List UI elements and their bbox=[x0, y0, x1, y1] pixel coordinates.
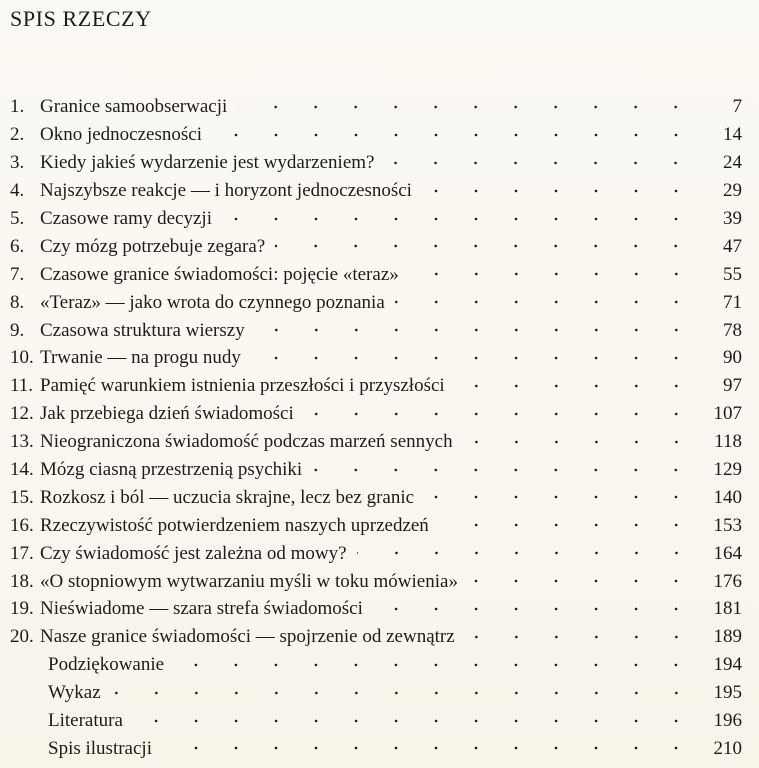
chapter-title: Jak przebiega dzień świadomości bbox=[40, 403, 294, 425]
chapter-title: Mózg ciasną przestrzenią psychiki bbox=[40, 459, 303, 481]
chapter-number: 17. bbox=[10, 542, 34, 564]
chapter-number: 19. bbox=[10, 598, 34, 620]
chapter-title: Nieświadome — szara strefa świadomości bbox=[40, 598, 363, 620]
page-number: 47 bbox=[723, 235, 742, 257]
page-number: 97 bbox=[723, 375, 742, 397]
toc-entry bbox=[10, 316, 742, 344]
chapter-number: 13. bbox=[10, 431, 34, 453]
chapter-title: Nasze granice świadomości — spojrzenie od zewnątrz bbox=[40, 626, 455, 648]
chapter-number: 7. bbox=[10, 263, 25, 285]
toc-entry bbox=[10, 651, 742, 679]
dot-leader bbox=[384, 156, 696, 170]
chapter-title: Literatura bbox=[48, 710, 123, 732]
chapter-number: 11. bbox=[10, 375, 34, 397]
chapter-title: Trwanie — na progu nudy bbox=[40, 347, 241, 369]
chapter-number: 18. bbox=[10, 570, 34, 592]
table-of-contents bbox=[10, 93, 742, 762]
chapter-title: Czasowe granice świadomości: pojęcie «teraz» bbox=[40, 263, 399, 285]
page-number: 181 bbox=[713, 598, 742, 620]
dot-leader bbox=[237, 100, 696, 114]
toc-entry bbox=[10, 121, 742, 149]
toc-entry bbox=[10, 372, 742, 400]
chapter-title: «Teraz» — jako wrota do czynnego poznania bbox=[40, 291, 385, 313]
dot-leader bbox=[424, 490, 696, 504]
dot-leader bbox=[455, 379, 696, 393]
page-number: 195 bbox=[713, 682, 742, 704]
dot-leader bbox=[275, 239, 696, 253]
chapter-title: Rzeczywistość potwierdzeniem naszych uprzedzeń bbox=[40, 514, 429, 536]
toc-entry bbox=[10, 93, 742, 121]
toc-entry bbox=[10, 428, 742, 456]
toc-entry bbox=[10, 734, 742, 762]
toc-entry bbox=[10, 456, 742, 484]
chapter-number: 3. bbox=[10, 152, 25, 174]
dot-leader bbox=[312, 463, 696, 477]
chapter-number: 6. bbox=[10, 235, 25, 257]
page-number: 140 bbox=[713, 486, 742, 508]
page-number: 129 bbox=[713, 459, 742, 481]
toc-entry bbox=[10, 567, 742, 595]
toc-entry bbox=[10, 623, 742, 651]
page-title: SPIS RZECZY bbox=[10, 6, 152, 31]
chapter-number: 2. bbox=[10, 124, 25, 146]
chapter-number: 4. bbox=[10, 180, 25, 202]
page-number: 194 bbox=[713, 654, 742, 676]
chapter-number: 5. bbox=[10, 208, 25, 229]
page-number: 189 bbox=[713, 626, 742, 648]
chapter-number: 10. bbox=[10, 347, 34, 369]
dot-leader bbox=[212, 128, 696, 142]
page-number: 78 bbox=[723, 319, 742, 341]
dot-leader bbox=[133, 714, 696, 728]
toc-entry bbox=[10, 400, 742, 428]
dot-leader bbox=[357, 546, 696, 560]
chapter-title: Nieograniczona świadomość podczas marzeń sennych bbox=[40, 431, 453, 453]
chapter-title: Czasowe ramy decyzji bbox=[40, 208, 212, 229]
chapter-number: 14. bbox=[10, 459, 34, 481]
page-number: 210 bbox=[713, 737, 742, 759]
page-number: 24 bbox=[723, 152, 742, 174]
chapter-number: 1. bbox=[10, 96, 25, 118]
page-number: 14 bbox=[723, 124, 742, 146]
chapter-title: Pamięć warunkiem istnienia przeszłości i przyszłości bbox=[40, 375, 445, 397]
chapter-title: Rozkosz i ból — uczucia skrajne, lecz bez granic bbox=[40, 486, 415, 508]
toc-entry bbox=[10, 595, 742, 623]
toc-entry bbox=[10, 483, 742, 511]
dot-leader bbox=[174, 658, 696, 672]
page-number: 55 bbox=[723, 263, 742, 285]
toc-entry bbox=[10, 707, 742, 735]
page-number: 196 bbox=[713, 710, 742, 732]
page-number: 176 bbox=[713, 570, 742, 592]
dot-leader bbox=[465, 630, 696, 644]
page-number: 118 bbox=[714, 431, 742, 453]
toc-entry bbox=[10, 177, 742, 205]
toc-entry bbox=[10, 511, 742, 539]
chapter-number: 8. bbox=[10, 291, 25, 313]
toc-entry bbox=[10, 679, 742, 707]
chapter-number: 12. bbox=[10, 403, 34, 425]
dot-leader bbox=[111, 686, 696, 700]
chapter-number: 20. bbox=[10, 626, 34, 648]
page-number: 164 bbox=[713, 542, 742, 564]
chapter-title: Czy świadomość jest zależna od mowy? bbox=[40, 542, 347, 564]
page-number: 39 bbox=[723, 208, 742, 229]
chapter-title: Najszybsze reakcje — i horyzont jednoczesności bbox=[40, 180, 412, 202]
page-number: 7 bbox=[732, 96, 742, 118]
chapter-title: Wykaz bbox=[48, 682, 101, 704]
dot-leader bbox=[373, 602, 696, 616]
page-number: 90 bbox=[723, 347, 742, 369]
chapter-title: Czy mózg potrzebuje zegara? bbox=[40, 235, 266, 257]
page-number: 107 bbox=[713, 403, 742, 425]
toc-entry bbox=[10, 149, 742, 177]
chapter-number: 9. bbox=[10, 319, 25, 341]
dot-leader bbox=[468, 574, 696, 588]
chapter-number: 16. bbox=[10, 514, 34, 536]
dot-leader bbox=[304, 407, 696, 421]
chapter-title: Granice samoobserwacji bbox=[40, 96, 228, 118]
dot-leader bbox=[395, 295, 696, 309]
page-number: 153 bbox=[713, 514, 742, 536]
toc-entry bbox=[10, 232, 742, 260]
chapter-title: Spis ilustracji bbox=[48, 737, 152, 759]
toc-entry bbox=[10, 260, 742, 288]
dot-leader bbox=[439, 518, 696, 532]
dot-leader bbox=[255, 323, 696, 337]
dot-leader bbox=[463, 435, 696, 449]
toc-entry bbox=[10, 205, 742, 233]
chapter-title: «O stopniowym wytwarzaniu myśli w toku mówienia» bbox=[40, 570, 458, 592]
chapter-number: 15. bbox=[10, 486, 34, 508]
dot-leader bbox=[222, 212, 696, 226]
toc-entry bbox=[10, 539, 742, 567]
dot-leader bbox=[409, 267, 696, 281]
chapter-title: Kiedy jakieś wydarzenie jest wydarzeniem? bbox=[40, 152, 375, 174]
page-number: 71 bbox=[723, 291, 742, 313]
dot-leader bbox=[251, 351, 696, 365]
dot-leader bbox=[162, 741, 696, 755]
toc-entry bbox=[10, 344, 742, 372]
page-number: 29 bbox=[723, 180, 742, 202]
chapter-title: Czasowa struktura wierszy bbox=[40, 319, 245, 341]
dot-leader bbox=[422, 184, 696, 198]
toc-entry bbox=[10, 288, 742, 316]
chapter-title: Okno jednoczesności bbox=[40, 124, 202, 146]
chapter-title: Podziękowanie bbox=[48, 654, 165, 676]
